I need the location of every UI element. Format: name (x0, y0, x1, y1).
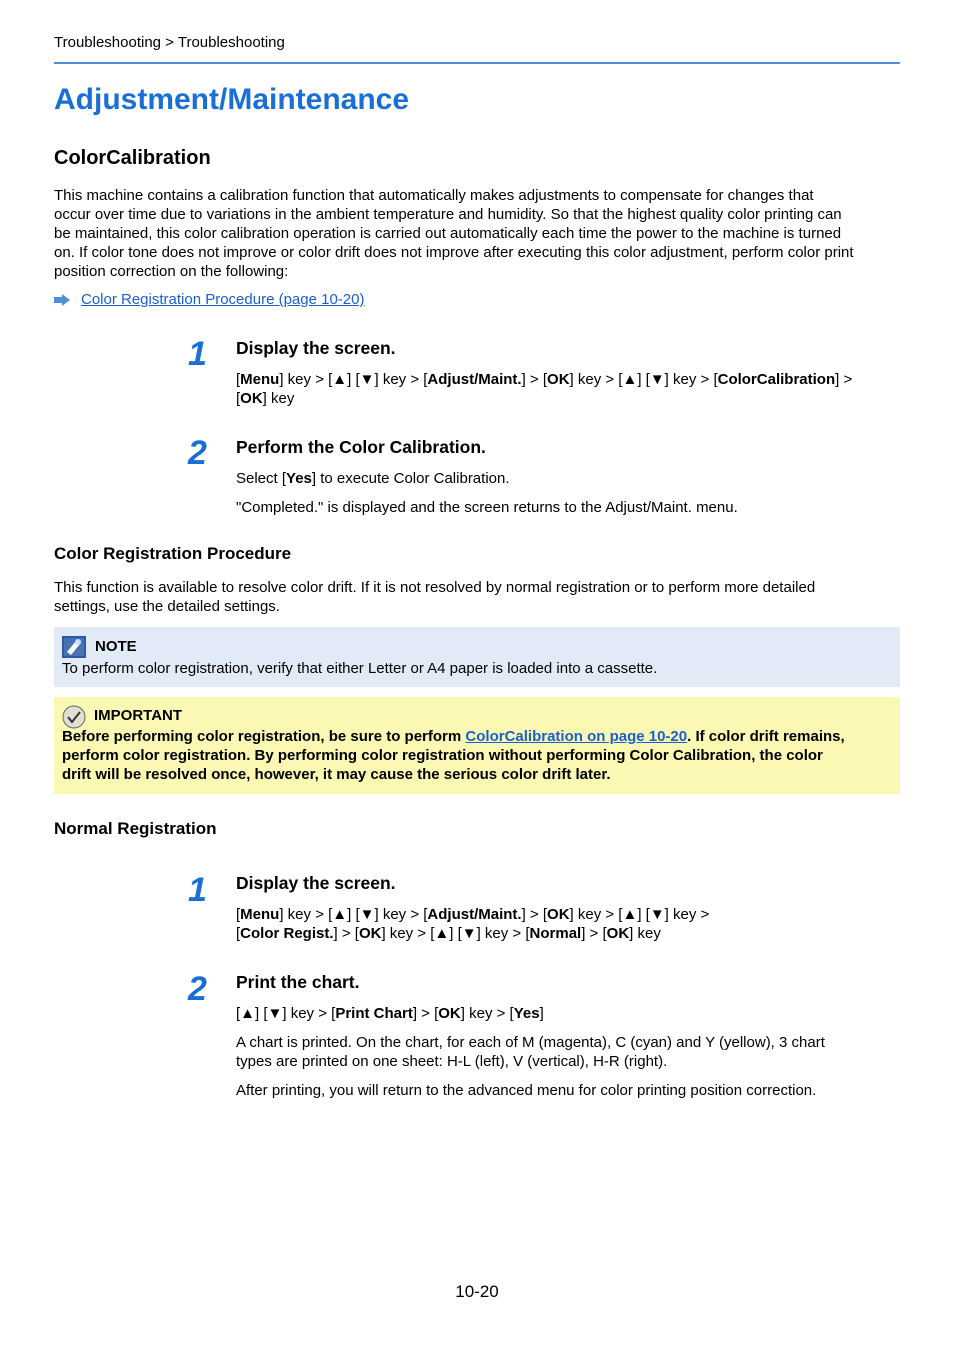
breadcrumb: Troubleshooting > Troubleshooting (54, 34, 285, 51)
important-box (54, 697, 900, 794)
step-number: 2 (188, 970, 207, 1008)
important-label: IMPORTANT (94, 707, 183, 724)
step-number: 1 (188, 335, 207, 373)
body-line: This function is available to resolve color drift. If it is not resolved by normal registration or to perform more detailed (54, 579, 816, 596)
colorcalibration-link[interactable]: ColorCalibration on page 10-20 (465, 728, 688, 745)
note-icon (62, 636, 86, 658)
description-line: A chart is printed. On the chart, for each of M (magenta), C (cyan) and Y (yellow), 3 chart (236, 1034, 825, 1051)
cross-reference (54, 290, 364, 309)
step-instruction: Select [Yes] to execute Color Calibration. (236, 470, 510, 487)
instruction-line: [Menu] key > [▲] [▼] key > [Adjust/Maint.] > [OK] key > [▲] [▼] key > (236, 906, 710, 923)
step-title: Perform the Color Calibration. (236, 437, 486, 457)
checkmark-icon (62, 705, 86, 729)
step-description (236, 1033, 902, 1071)
instruction-line: [OK] key (236, 390, 295, 407)
section-heading-registration: Color Registration Procedure (54, 544, 292, 563)
instruction-line: [Menu] key > [▲] [▼] key > [Adjust/Maint.] > [OK] key > [▲] [▼] key > [ColorCalibration] > (236, 371, 853, 388)
step-instruction: [▲] [▼] key > [Print Chart] > [OK] key > [Yes] (236, 1005, 544, 1022)
step-instruction (236, 370, 902, 408)
step-title: Display the screen. (236, 338, 396, 358)
page-title: Adjustment/Maintenance (54, 83, 410, 116)
step-result: After printing, you will return to the advanced menu for color printing position correction. (236, 1082, 817, 1099)
color-registration-link[interactable]: Color Registration Procedure (page 10-20) (81, 291, 365, 308)
step-result: "Completed." is displayed and the screen returns to the Adjust/Maint. menu. (236, 499, 738, 516)
body-line: position correction on the following: (54, 263, 289, 280)
colorcalibration-body (54, 186, 902, 281)
arrow-right-icon (54, 294, 70, 306)
body-line: be maintained, this color calibration operation is carried out automatically each time the power to the machine is turned (54, 225, 842, 242)
header-rule (54, 62, 900, 64)
body-line: occur over time due to variations in the ambient temperature and humidity. So that the highest quality color printing can (54, 206, 842, 223)
body-line: This machine contains a calibration function that automatically makes adjustments to compensate for changes that (54, 187, 814, 204)
step-number: 2 (188, 434, 207, 472)
instruction-line: [Color Regist.] > [OK] key > [▲] [▼] key > [Normal] > [OK] key (236, 925, 661, 942)
step-title: Print the chart. (236, 972, 360, 992)
section-heading-colorcalibration: ColorCalibration (54, 147, 211, 169)
important-line: drift will be resolved once, however, it may cause the serious color drift later. (62, 766, 611, 783)
note-label: NOTE (95, 638, 137, 655)
body-line: settings, use the detailed settings. (54, 598, 280, 615)
step-number: 1 (188, 871, 207, 909)
note-text: To perform color registration, verify that either Letter or A4 paper is loaded into a cassette. (62, 660, 658, 677)
description-line: types are printed on one sheet: H-L (left), V (vertical), H-R (right). (236, 1053, 668, 1070)
note-box (54, 627, 900, 687)
important-text (62, 727, 898, 784)
step-instruction (236, 905, 902, 943)
registration-body (54, 578, 902, 616)
important-line: perform color registration. By performing color registration without performing Color Calibration, the color (62, 747, 823, 764)
important-line: Before performing color registration, be sure to perform ColorCalibration on page 10-20. If color drift remains, (62, 728, 845, 745)
section-heading-normal: Normal Registration (54, 819, 217, 838)
step-title: Display the screen. (236, 873, 396, 893)
body-line: on. If color tone does not improve or color drift does not improve after executing this color adjustment, perform color print (54, 244, 854, 261)
page-number: 10-20 (455, 1282, 499, 1301)
